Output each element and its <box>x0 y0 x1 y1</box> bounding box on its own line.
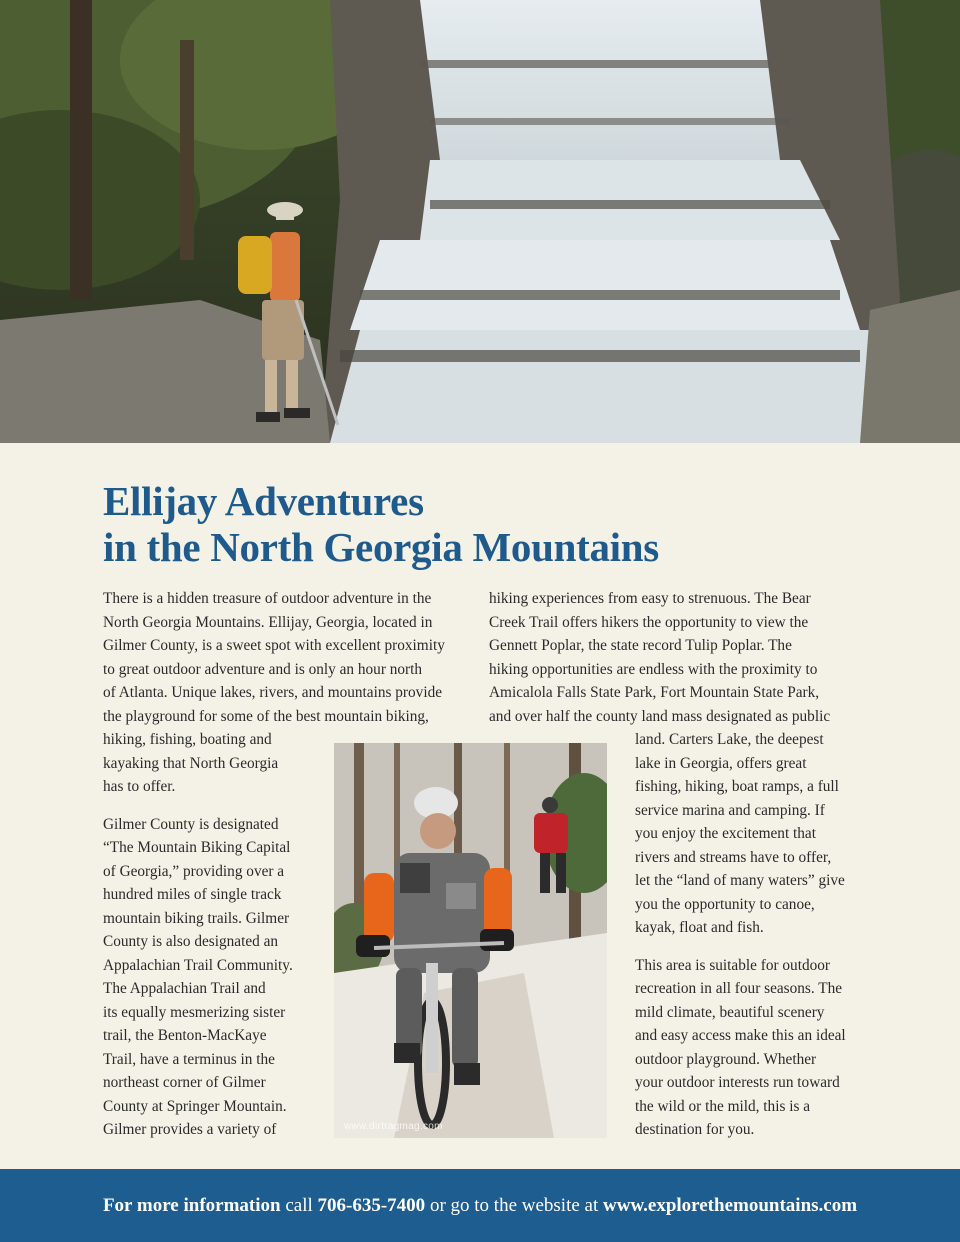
text-line: kayaking that North Georgia <box>103 754 279 772</box>
photo-watermark: www.dirtragmag.com <box>344 1121 443 1132</box>
text-line: fishing, hiking, boat ramps, a full <box>635 778 839 795</box>
footer-mid-text: or go to the website at <box>425 1194 604 1216</box>
mountain-biker-photo <box>334 743 607 1138</box>
text-line: recreation in all four seasons. The <box>635 980 843 997</box>
footer-call-text: call <box>280 1194 318 1216</box>
title-line-2: in the North Georgia Mountains <box>103 524 659 570</box>
text-line: and over half the county land mass designated as public <box>489 707 831 725</box>
text-line: kayak, float and fish. <box>635 919 764 936</box>
text-line: of Atlanta. Unique lakes, rivers, and mountains provide <box>103 684 443 701</box>
footer-banner <box>0 1169 960 1242</box>
text-line: Creek Trail offers hikers the opportunity to view the <box>489 613 809 631</box>
text-line: land. Carters Lake, the deepest <box>635 731 824 748</box>
text-line: Amicalola Falls State Park, Fort Mountain State Park, <box>489 684 820 701</box>
text-line: hundred miles of single track <box>103 886 282 903</box>
text-line: northeast corner of Gilmer <box>103 1074 266 1091</box>
text-line: mountain biking trails. Gilmer <box>103 909 290 927</box>
text-line: Gilmer County, is a sweet spot with excellent proximity <box>103 637 445 654</box>
page-title <box>103 478 659 570</box>
footer-lead: For more information <box>102 1194 281 1216</box>
text-line: County at Springer Mountain. <box>103 1097 287 1115</box>
text-line: rivers and streams have to offer, <box>635 848 832 866</box>
text-line: hiking experiences from easy to strenuous. The Bear <box>489 590 811 607</box>
text-line: North Georgia Mountains. Ellijay, Georgia, located in <box>103 613 433 631</box>
text-line: of Georgia,” providing over a <box>103 862 285 880</box>
text-line: the wild or the mild, this is a <box>635 1097 811 1115</box>
right-column-top <box>489 587 830 728</box>
text-line: has to offer. <box>103 778 176 795</box>
text-line: Gilmer County is designated <box>103 815 279 833</box>
text-line: The Appalachian Trail and <box>103 980 266 997</box>
text-line: hiking, fishing, boating and <box>103 731 272 748</box>
text-line: service marina and camping. If <box>635 801 825 819</box>
text-line: County is also designated an <box>103 933 279 950</box>
footer-website-link[interactable]: www.explorethemountains.com <box>603 1194 858 1216</box>
text-line: you the opportunity to canoe, <box>635 895 815 913</box>
title-line-1: Ellijay Adventures <box>103 478 424 524</box>
text-line: let the “land of many waters” give <box>635 872 845 889</box>
text-line: Trail, have a terminus in the <box>103 1050 275 1068</box>
text-line: your outdoor interests run toward <box>635 1074 840 1091</box>
text-line: mild climate, beautiful scenery <box>635 1003 825 1021</box>
text-line: outdoor playground. Whether <box>635 1050 817 1068</box>
footer-phone[interactable]: 706-635-7400 <box>317 1194 426 1216</box>
text-line: This area is suitable for outdoor <box>635 956 830 974</box>
text-line: There is a hidden treasure of outdoor adventure in the <box>103 590 432 607</box>
hero-waterfall-photo <box>0 0 960 443</box>
text-line: Gilmer provides a variety of <box>103 1121 277 1138</box>
text-line: lake in Georgia, offers great <box>635 754 807 772</box>
text-line: and easy access make this an ideal <box>635 1027 846 1044</box>
text-line: you enjoy the excitement that <box>635 825 816 842</box>
text-line: the playground for some of the best mountain biking, <box>103 707 429 725</box>
text-line: to great outdoor adventure and is only an hour north <box>103 660 423 678</box>
right-column-bottom <box>635 728 846 1142</box>
text-line: its equally mesmerizing sister <box>103 1003 286 1021</box>
text-line: hiking opportunities are endless with the proximity to <box>489 660 818 678</box>
text-line: “The Mountain Biking Capital <box>103 839 291 856</box>
text-line: trail, the Benton-MacKaye <box>103 1027 267 1044</box>
text-line: Appalachian Trail Community. <box>103 956 293 974</box>
text-line: Gennett Poplar, the state record Tulip Poplar. The <box>489 637 792 654</box>
text-line: destination for you. <box>635 1121 755 1138</box>
